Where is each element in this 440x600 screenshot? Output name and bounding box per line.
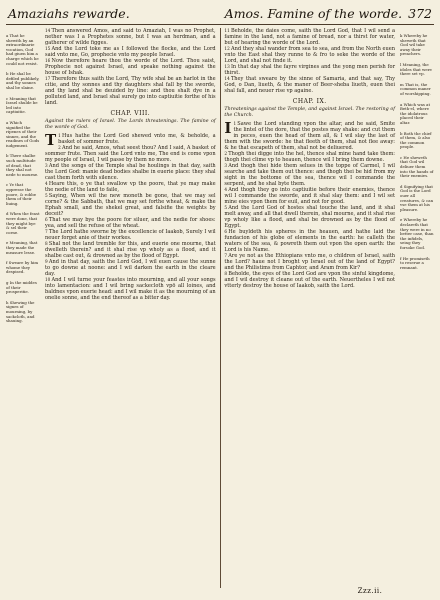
marginal-note: b There shalbe such multitude of dead, that they shal not nede to mourne. <box>6 153 39 177</box>
verse <box>45 241 216 259</box>
verse-text: In that day shal the fayre virgines and the yong men perish for thirst. <box>224 64 396 76</box>
verse <box>45 181 216 193</box>
verse-text: Sawe the Lord standing vpon the altar, and he said, Smite the lintel of the dore, that the postes may shake: and cut them in peces, euen the head of them all, & I wil slay the last of them with the sworde: he that fleeth of them, shal not flee away: & he that escapeth of them, shal not be deliuered. <box>224 121 396 152</box>
header-left-title: Amaziahs rewarde. <box>8 6 130 21</box>
chapter-9-dropcap: I <box>224 119 232 138</box>
verse-text: Then answered Amos, and said to Amaziah, I was no Prophet, nether was I a Prophetes sonne, but I was an herdman, and a gatherer of wilde figges. <box>45 28 216 46</box>
marginal-note: d When the feast were done, that they might bye & sel their corne. <box>6 211 40 235</box>
verse-text: And thogh thei hide them selues in the toppe of Carmel, I wil searche and take them out thence: and thogh thei be hid from my sight in the bottome of the sea, thence wil I commande the serpent, and he shal byte them. <box>224 163 396 188</box>
verse <box>224 205 395 229</box>
verse-number: 2 <box>224 151 228 157</box>
verse-text: And I wil turne your feastes into mourning, and all your songs into lamentacion: and I wil bring sackecloth vpō all loines, and baldnes vpon euerie head: and I wil make it as the mourning of an onelie sonne, and the end thereof as a bitter day. <box>45 277 216 302</box>
verse-text: And the Lord toke me as I followed the flocke, and the Lord said vnto me, Go, prophecie vnto my people Israel. <box>45 46 216 58</box>
verse-number: 10 <box>45 277 51 283</box>
marginal-note: l Meaning, the idoles that were there set vp. <box>400 61 432 77</box>
page-number: 372 <box>408 6 432 21</box>
verse-number: 4 <box>45 181 48 187</box>
verse-number: 4 <box>224 187 228 193</box>
verse-text: They that sweare by the sinne of Samaria, and that say, Thy God, o Dan, liueth, & the maner of Beer-sheba liueth, euen thei shal fall, and neuer rise vp againe. <box>224 76 396 94</box>
marginal-note: d Signifying that God is the Lord ouer all creatures, & can vse them at his pleasure. <box>400 183 434 212</box>
verse <box>45 28 216 46</box>
verse-number: 12 <box>224 46 230 51</box>
verse-text: Now therefore heare thou the worde of the Lord. Thou saist, Prophecie not against Israel, and speake nothing against the house of Ishak. <box>45 58 216 76</box>
verse <box>224 271 395 289</box>
chapter-8-dropcap: T <box>45 131 57 150</box>
verse-number: 17 <box>45 76 51 81</box>
verse-number: 1 <box>233 121 237 127</box>
chapter-9-summary: Threatenings against the Temple, and against Israel. The restoring of the Church. <box>224 107 396 118</box>
verse-text: Beholde, the daies come, saith the Lord God, that I wil send a famine in the land, not a famine of bread, nor a thirst for water, but of hearing the worde of the Lord. <box>224 28 396 46</box>
verse <box>224 151 395 163</box>
page-body <box>6 28 434 588</box>
marginal-note: g In the middes of their prosperitie. <box>6 279 37 295</box>
verse <box>45 259 216 277</box>
verse <box>45 145 216 163</box>
verse-number: 7 <box>45 229 48 235</box>
verse <box>45 46 216 58</box>
header-center-title: Amos. Famine of the worde. <box>224 6 403 21</box>
verse-number: 3 <box>224 163 228 169</box>
marginal-note: f He promiseth to reserue a remnant. <box>400 255 430 270</box>
chapter-9-title: CHAP. IX. <box>292 98 327 105</box>
verse-text: Therefore thus saith the Lord, Thy wife shal be an harlot in the citie, and thy sonnes and thy daughters shal fall by the sworde, and thy land shal be deuided by line: and thou shalt dye in a polluted land, and Israel shal surely go into captiuitie forthe of his land. <box>45 76 216 106</box>
running-header <box>6 6 434 25</box>
verse-number: 6 <box>224 229 228 235</box>
amos-8-verses-continued <box>224 28 395 94</box>
verse-text: Shal not the land tremble for this, and euerie one mourne, that dwelleth therein? and it shal rise vp wholy as a flood, and it shalbe cast out, & drowned as by the flood of Egypt. <box>45 241 216 260</box>
chapter-8-summary: Against the rulers of Israel. The Lords threatenings. The famine of the worde of God. <box>45 119 216 130</box>
marginal-note: m That is, the common maner of worshipping. <box>400 81 431 96</box>
verse-text: Are ye not as the Ethiopians vnto me, o children of Israel, saith the Lord? haue not I broght vp Israel out of the land of Egypt? and the Philistims from Caphtor, and Aram from Kir? <box>224 253 396 272</box>
verse <box>224 253 395 271</box>
verse-number: 3 <box>45 163 48 169</box>
verse <box>45 229 216 241</box>
marginal-note: e Meaning, that they made the measure lesse. <box>6 240 38 255</box>
right-margin-notes <box>398 28 434 588</box>
marginal-note: a That he shewith by an extraordinarie vocation, God had giuen him a charge which he could not resist. <box>6 33 39 66</box>
verse-text: Thogh thei digge into the hel, thence shal mine hand take them: thogh thei clime vp to heauen, thence wil I bring them downe. <box>224 151 396 164</box>
verse-text: And he said, Amos, what seest thou? And I said, A basket of sommer frute. Then said the Lord vnto me, The end is come vpon my people of Israel, I wil passe by them no more. <box>45 145 216 164</box>
verse <box>224 76 395 94</box>
verse-text: Saying, When wil the new moneth be gone, that we may sel corne? & the Sabbath, that we may set forthe wheat, & make the Ephah small, and the shekel great, and falsifie the weights by deceit? <box>45 193 216 218</box>
verse-text: He buyldeth his spheres in the heauen, and hathe laid the fundacion of his globe of elements in the earth: he calleth the waters of the sea, & powreth them out vpon the open earth: the Lord is his Name. <box>224 229 396 254</box>
verse-number: 6 <box>45 217 48 223</box>
signature-mark: Zzz.ii. <box>357 587 383 595</box>
left-margin-notes <box>6 28 42 588</box>
verse-number: 11 <box>224 28 230 33</box>
verse-text: And in that day, saith the Lord God, I wil euen cause the sunne to go downe at noone: and I wil darken the earth in the cleare day. <box>45 259 216 278</box>
right-text-column <box>221 28 398 588</box>
verse-number: 1 <box>58 133 61 139</box>
amos-7-verses <box>45 28 216 106</box>
marginal-note: a Which signified the ripenes of their sinnes, and the readines of Gods iudgement. <box>6 119 40 148</box>
verse-text: Heare this, o ye that swallow vp the poore, that ye may make the nedie of the land to faile, <box>45 181 216 194</box>
verse-number: 14 <box>45 28 51 33</box>
verse <box>224 121 395 151</box>
verse <box>45 163 216 181</box>
verse <box>224 28 395 46</box>
verse <box>224 229 395 253</box>
verse-text: Hus hathe the Lord God shewed vnto me, & beholde, a basket of sommer frute. <box>58 133 216 146</box>
marginal-note: a Which was at Beth-el, where the idolatrous placed their altar. <box>400 101 431 125</box>
verse <box>45 277 216 301</box>
marginal-note: c Meaning that Israel shulde be led into captiuitie. <box>6 95 38 115</box>
marginal-note: f Sweare by him whome they despised. <box>6 260 39 275</box>
verse <box>45 217 216 229</box>
verse-text: And they shal wander from sea to sea, and from the North euen vnto the East shal they runne to & fro to seke the worde of the Lord, and shal not finde it. <box>224 46 396 64</box>
verse-number: 15 <box>45 46 51 51</box>
verse <box>45 76 216 106</box>
chapter-8-title: CHAP. VIII. <box>110 110 151 117</box>
verse-number: 5 <box>224 205 228 211</box>
verse-number: 14 <box>224 76 230 81</box>
verse-text: That we may bye the poore for siluer, and the nedie for shoes: yea, and sell the refuse of the wheat. <box>45 217 216 230</box>
verse-text: Beholde, the eyes of the Lord God are vpon the sinful kingdome, and I wil destroy it cleane out of the earth. Neuertheles I wil not vtterly destroy the house of Iaakob, saith the Lord. <box>224 271 396 290</box>
verse-number: 8 <box>224 271 228 277</box>
marginal-note: k Whereby he sheweth that God wil take away their preachers. <box>400 33 428 57</box>
verse <box>224 163 395 187</box>
verse-number: 13 <box>224 64 230 69</box>
column-divider <box>220 28 221 588</box>
page-footer <box>0 587 440 595</box>
verse-text: And the Lord God of hostes shal touche the land, and it shal melt away, and all that dwell therein, shal mourne, and it shal rise vp wholy like a flood, and shal be drowned as by the flood of Egypt. <box>224 205 396 230</box>
verse-text: And thogh they go into captiuitie before their enemies, thence wil I commande the sworde, and it shal slay them: and I wil set mine eies vpon them for euil, and not for good. <box>224 187 396 206</box>
verse-number: 16 <box>45 58 51 63</box>
left-text-column <box>42 28 219 588</box>
marginal-note: h Shewing the signes of mourning, by sackcloth, and shauing. <box>6 299 35 324</box>
verse-number: 9 <box>45 259 48 265</box>
verse <box>224 187 395 205</box>
verse-text: The Lord hathe sworne by the excellencie of Iaakob, Surely I wil neuer forget anie of their workes. <box>45 229 216 242</box>
verse <box>58 133 215 145</box>
verse <box>45 193 216 217</box>
amos-8-verses <box>45 133 216 301</box>
verse <box>224 46 395 64</box>
verse <box>224 64 395 76</box>
marginal-note: c He sheweth that God wil deliuer them into the hands of their enemies. <box>400 154 434 179</box>
marginal-note: c Ye that oppresse the poore, & robbe them of their liuing. <box>6 182 36 206</box>
verse <box>45 58 216 76</box>
verse-text: And the songs of the Temple shal be houlings in that day, saith the Lord God: manie dead bodies shalbe in euerie place: they shal cast them forth with silence. <box>45 163 216 182</box>
verse-number: 5 <box>45 193 48 199</box>
amos-9-verses <box>224 121 395 289</box>
marginal-note: b Both the chief of them, & also the common people. <box>400 130 432 150</box>
marginal-note: e Whereby he declareth that they were in no better case, than the infidels, seing they forsoke God. <box>400 217 434 250</box>
verse-number: 2 <box>58 145 61 151</box>
marginal-note: b He shal be defiled publikely, and thy sonnes shal be slaine. <box>6 71 40 90</box>
verse-number: 7 <box>224 253 228 259</box>
verse-number: 8 <box>45 241 48 247</box>
